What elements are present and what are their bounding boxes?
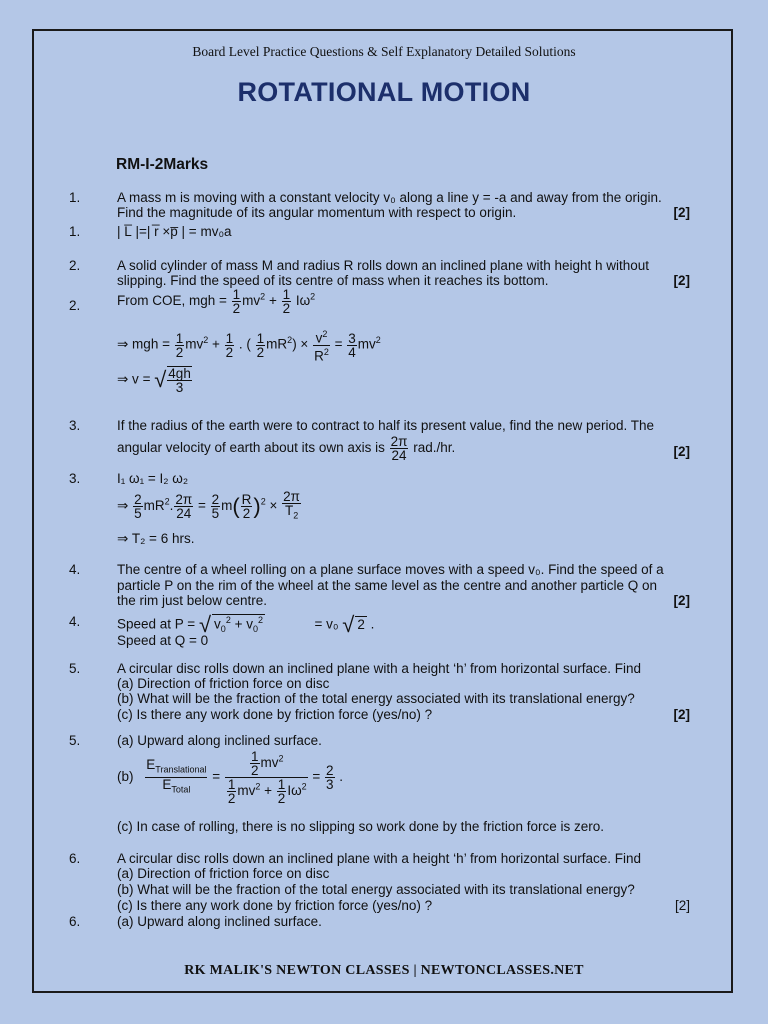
q6-line3: (b) What will be the fraction of the total energy associated with its translational energy? bbox=[117, 882, 635, 897]
q6-marks: [2] bbox=[674, 898, 690, 913]
q3-number: 3. bbox=[69, 418, 81, 433]
q4-line2: particle P on the rim of the wheel at the same level as the centre and another particle Q on bbox=[117, 578, 658, 593]
q3-line1: If the radius of the earth were to contract to half its present value, find the new period. The bbox=[117, 418, 655, 433]
a5-part-b: (b) $\frac{E_{Translational}}{E_{Total}}$ = $\frac{1}{2}$ $mv^2$ $\frac{1}{2}$ $mv^2$ + $\frac{1}{2}$ $I\omega^2$ = $\frac{2}{3}$ . bbox=[117, 749, 344, 806]
q6-line4: (c) Is there any work done by friction force (yes/no) ? bbox=[117, 898, 433, 913]
q1-line1: A mass m is moving with a constant velocity v₀ along a line y = -a and away from the origin. bbox=[117, 190, 662, 205]
q4-marks: [2] bbox=[673, 593, 690, 608]
a3-number: 3. bbox=[69, 471, 81, 486]
q5-line2: (a) Direction of friction force on disc bbox=[117, 676, 330, 691]
q3-line2: angular velocity of earth about its own axis is $\frac{2\pi}{24}$ rad./hr. bbox=[117, 434, 456, 463]
a2-equation-1: From COE, mgh = $\frac{1}{2}$ $mv^2$ + $\frac{1}{2}$ $I\omega^2$ bbox=[117, 287, 316, 316]
q2-line1: A solid cylinder of mass M and radius R rolls down an inclined plane with height h without bbox=[117, 258, 650, 273]
q5-line1: A circular disc rolls down an inclined plane with a height ‘h’ from horizontal surface. Find bbox=[117, 661, 642, 676]
q4-number: 4. bbox=[69, 562, 81, 577]
a5-number: 5. bbox=[69, 733, 81, 748]
a4-number: 4. bbox=[69, 614, 81, 629]
a2-number: 2. bbox=[69, 298, 81, 313]
a4-speed-p: Speed at P = √ $v_0^2 + v_0^2 = v_0$ √ 2 . bbox=[117, 612, 375, 637]
q5-line3: (b) What will be the fraction of the total energy associated with its translational energy? bbox=[117, 691, 635, 706]
a4-speed-q: Speed at Q = 0 bbox=[117, 633, 209, 648]
q1-marks: [2] bbox=[673, 205, 690, 220]
q4-line3: the rim just below centre. bbox=[117, 593, 268, 608]
a6-number: 6. bbox=[69, 914, 81, 929]
a2-equation-2: ⇒ mgh = $\frac{1}{2}$ $mv^2$ + $\frac{1}{2}$ . ( $\frac{1}{2}$ $mR^2$) × $\frac{v^2}{R^2}$ = $\frac{3}{4}$ $mv^2$ bbox=[117, 329, 381, 363]
a2-equation-3: ⇒ v = √ $\frac{4gh}{3}$ bbox=[117, 366, 191, 395]
page-footer: RK MALIK'S NEWTON CLASSES | NEWTONCLASSES.NET bbox=[184, 963, 584, 978]
section-heading: RM-I-2Marks bbox=[116, 156, 209, 173]
q1-number: 1. bbox=[69, 190, 81, 205]
a3-line1: I₁ ω₁ = I₂ ω₂ bbox=[117, 471, 189, 486]
q2-marks: [2] bbox=[673, 273, 690, 288]
q1-line2: Find the magnitude of its angular momentum with respect to origin. bbox=[117, 205, 517, 220]
q6-line1: A circular disc rolls down an inclined plane with a height ‘h’ from horizontal surface. Find bbox=[117, 851, 642, 866]
q6-line2: (a) Direction of friction force on disc bbox=[117, 866, 330, 881]
a1-number: 1. bbox=[69, 224, 81, 239]
a1-answer: | L̅ |=| r̅ ×p̅ | = mv₀a bbox=[117, 224, 232, 239]
q2-number: 2. bbox=[69, 258, 81, 273]
a3-equation: ⇒ $\frac{2}{5}$ $mR^2$. $\frac{2\pi}{24}$ = $\frac{2}{5}$ m( $\frac{R}{2}$ )$^2$ × $\frac{2\pi}{T_2}$ bbox=[117, 489, 300, 521]
q5-marks: [2] bbox=[673, 707, 690, 722]
a5-part-a: (a) Upward along inclined surface. bbox=[117, 733, 322, 748]
q5-number: 5. bbox=[69, 661, 81, 676]
q2-line2: slipping. Find the speed of its centre of mass when it reaches its bottom. bbox=[117, 273, 549, 288]
q4-line1: The centre of a wheel rolling on a plane surface moves with a speed v₀. Find the speed of a bbox=[117, 562, 664, 577]
q3-marks: [2] bbox=[673, 444, 690, 459]
a6-part-a: (a) Upward along inclined surface. bbox=[117, 914, 322, 929]
page-header: Board Level Practice Questions & Self Explanatory Detailed Solutions bbox=[192, 44, 576, 59]
page-title: ROTATIONAL MOTION bbox=[237, 77, 531, 107]
a3-result: ⇒ T₂ = 6 hrs. bbox=[117, 531, 195, 546]
a5-part-c: (c) In case of rolling, there is no slipping so work done by the friction force is zero. bbox=[117, 819, 604, 834]
q5-line4: (c) Is there any work done by friction force (yes/no) ? bbox=[117, 707, 433, 722]
q6-number: 6. bbox=[69, 851, 81, 866]
